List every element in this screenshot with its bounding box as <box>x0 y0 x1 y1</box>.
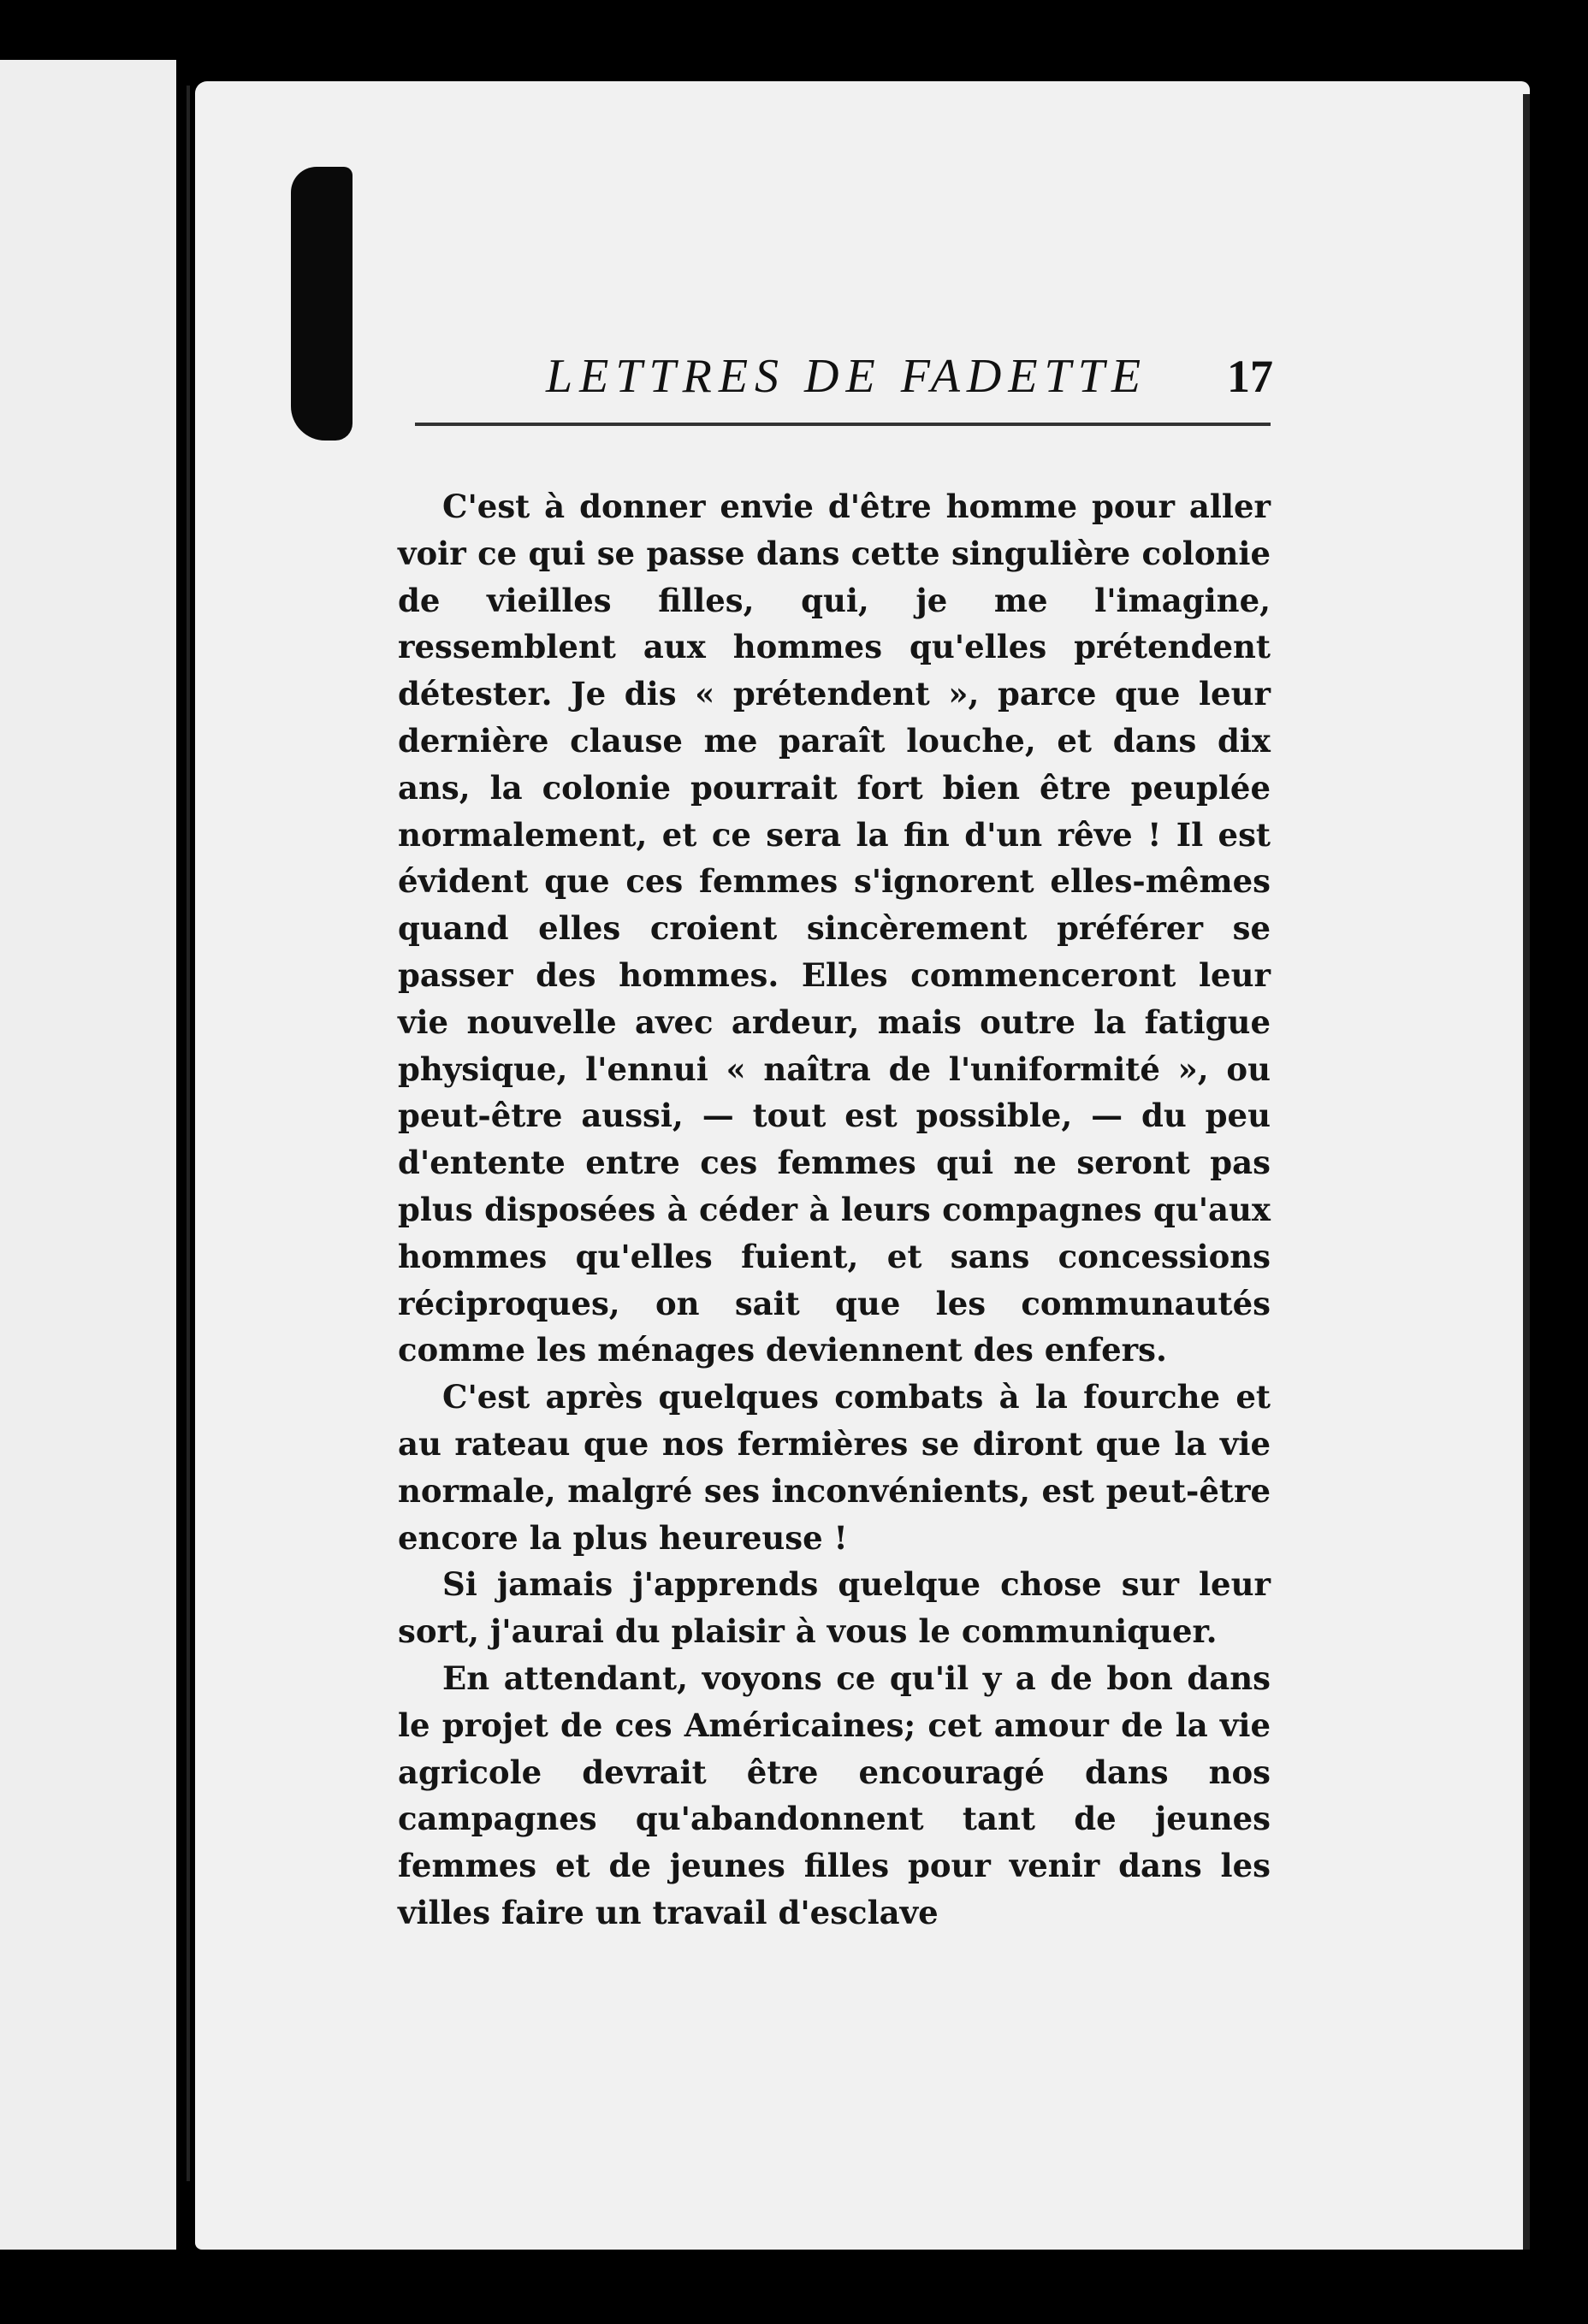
gutter-line <box>187 86 190 2181</box>
running-head <box>546 342 1273 411</box>
paragraph: Si jamais j'apprends quelque chose sur leur sort, j'aurai du plaisir à vous le communiquer. <box>398 1565 1271 1651</box>
page-right-edge <box>1523 94 1530 2250</box>
facing-page-edge <box>0 60 176 2250</box>
page-tab-mark <box>291 167 353 441</box>
paragraph: En attendant, voyons ce qu'il y a de bon dans le projet de ces Américaines; cet amour de la vie agricole devrait être encouragé dans nos campagnes qu'abandonnent tant de jeunes femmes et de jeunes filles pour venir dans les villes faire un travail d'esclave <box>398 1659 1271 1931</box>
running-title: LETTRES DE FADETTE <box>546 350 1148 403</box>
body-text <box>398 483 1271 1937</box>
page-number: 17 <box>1227 351 1273 402</box>
paragraph: C'est à donner envie d'être homme pour aller voir ce qui se passe dans cette singulière colonie de vieilles filles, qui, je me l'imagine, ressemblent aux hommes qu'elles prétendent détester. Je dis « prétendent », parce que leur dernière clause me paraît louche, et dans dix ans, la colonie pourrait fort bien être peuplée normalement, et ce sera la fin d'un rêve ! Il est évident que ces femmes s'ignorent elles-mêmes quand elles croient sincèrement préférer se passer des hommes. Elles commenceront leur vie nouvelle avec ardeur, mais outre la fatigue physique, l'ennui « naîtra de l'uniformité », ou peut-être aussi, — tout est possible, — du peu d'entente entre ces femmes qui ne seront pas plus disposées à céder à leurs compagnes qu'aux hommes qu'elles fuient, et sans concessions réciproques, on sait que les communautés comme les ménages deviennent des enfers. <box>398 488 1271 1369</box>
paragraph: C'est après quelques combats à la fourche et au rateau que nos fermières se diront que la vie normale, malgré ses inconvénients, est peut-être encore la plus heureuse ! <box>398 1378 1271 1557</box>
header-rule <box>415 423 1271 426</box>
